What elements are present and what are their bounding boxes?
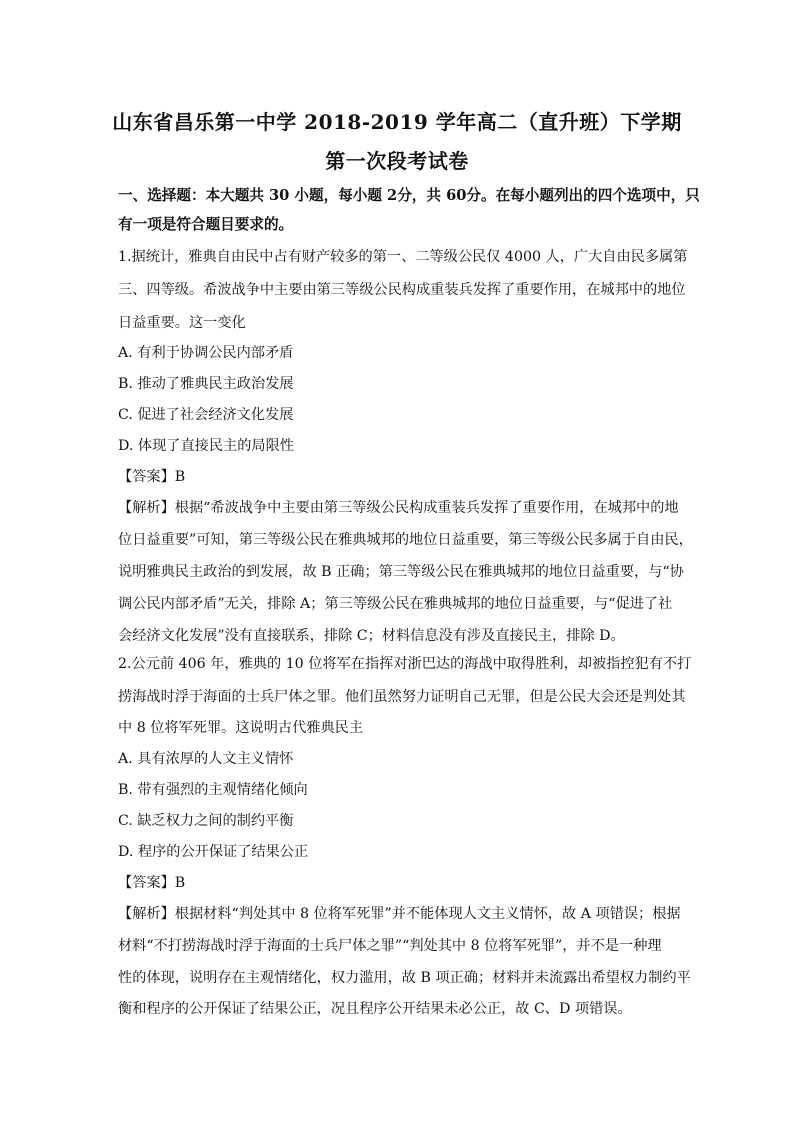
q1-stem-line: 日益重要。这一变化 <box>118 315 246 331</box>
q2-stem-line: 2.公元前 406 年，雅典的 10 位将军在指挥对浙巴达的海战中取得胜利，却被指控犯有不打 <box>118 656 692 672</box>
q2-answer: 【答案】B <box>118 875 186 891</box>
q1-option-d: D. 体现了直接民主的局限性 <box>118 438 294 454</box>
q1-answer: 【答案】B <box>118 469 186 485</box>
section-heading-line-1: 一、选择题：本大题共 30 小题，每小题 2分，共 60分。在每小题列出的四个选项中，只 <box>118 187 700 204</box>
section-heading-line-2: 有一项是符合题目要求的。 <box>118 216 294 233</box>
exam-title-line-2: 第一次段考试卷 <box>325 149 469 173</box>
q1-option-b: B. 推动了雅典民主政治发展 <box>118 376 294 392</box>
q2-stem-line: 中 8 位将军死罪。这说明古代雅典民主 <box>118 720 364 736</box>
q2-analysis-line: 材料“不打捞海战时浮于海面的士兵尸体之罪”“判处其中 8 位将军死罪”，并不是一种理 <box>118 938 662 954</box>
q1-option-a: A. 有利于协调公民内部矛盾 <box>118 345 294 361</box>
q1-stem-line: 三、四等级。希波战争中主要由第三等级公民构成重装兵发挥了重要作用，在城邦中的地位 <box>118 282 686 298</box>
q1-analysis-line: 【解析】根据“希波战争中主要由第三等级公民构成重装兵发挥了重要作用，在城邦中的地 <box>118 500 679 516</box>
exam-title-line-1: 山东省昌乐第一中学 2018-2019 学年高二（直升班）下学期 <box>112 110 682 134</box>
q2-analysis-line: 【解析】根据材料“判处其中 8 位将军死罪”并不能体现人文主义情怀，故 A 项错误；根据 <box>118 906 681 922</box>
q1-analysis-line: 调公民内部矛盾”无关，排除 A；第三等级公民在雅典城邦的地位日益重要，与“促进了社 <box>118 596 673 612</box>
q1-analysis-line: 位日益重要”可知，第三等级公民在雅典城邦的地位日益重要，第三等级公民多属于自由民， <box>118 532 693 548</box>
q2-stem-line: 捞海战时浮于海面的士兵尸体之罪。他们虽然努力证明自己无罪，但是公民大会还是判处其 <box>118 689 686 705</box>
q2-analysis-line: 性的体现，说明存在主观情绪化，权力滥用，故 B 项正确；材料并未流露出希望权力制约平 <box>118 970 691 986</box>
q2-option-d: D. 程序的公开保证了结果公正 <box>118 844 309 860</box>
q2-analysis-line: 衡和程序的公开保证了结果公正，况且程序公开结果未必公正，故 C、D 项错误。 <box>118 1001 632 1017</box>
q1-option-c: C. 促进了社会经济文化发展 <box>118 407 294 423</box>
q1-analysis-line: 会经济文化发展”没有直接联系，排除 C；材料信息没有涉及直接民主，排除 D。 <box>118 628 625 644</box>
q2-option-b: B. 带有强烈的主观情绪化倾向 <box>118 782 308 798</box>
q2-option-a: A. 具有浓厚的人文主义情怀 <box>118 751 294 767</box>
q1-stem-line: 1.据统计，雅典自由民中占有财产较多的第一、二等级公民仅 4000 人，广大自由民多属第 <box>118 249 688 265</box>
q1-analysis-line: 说明雅典民主政治的到发展，故 B 正确；第三等级公民在雅典城邦的地位日益重要，与“协 <box>118 564 684 580</box>
q2-option-c: C. 缺乏权力之间的制约平衡 <box>118 813 294 829</box>
